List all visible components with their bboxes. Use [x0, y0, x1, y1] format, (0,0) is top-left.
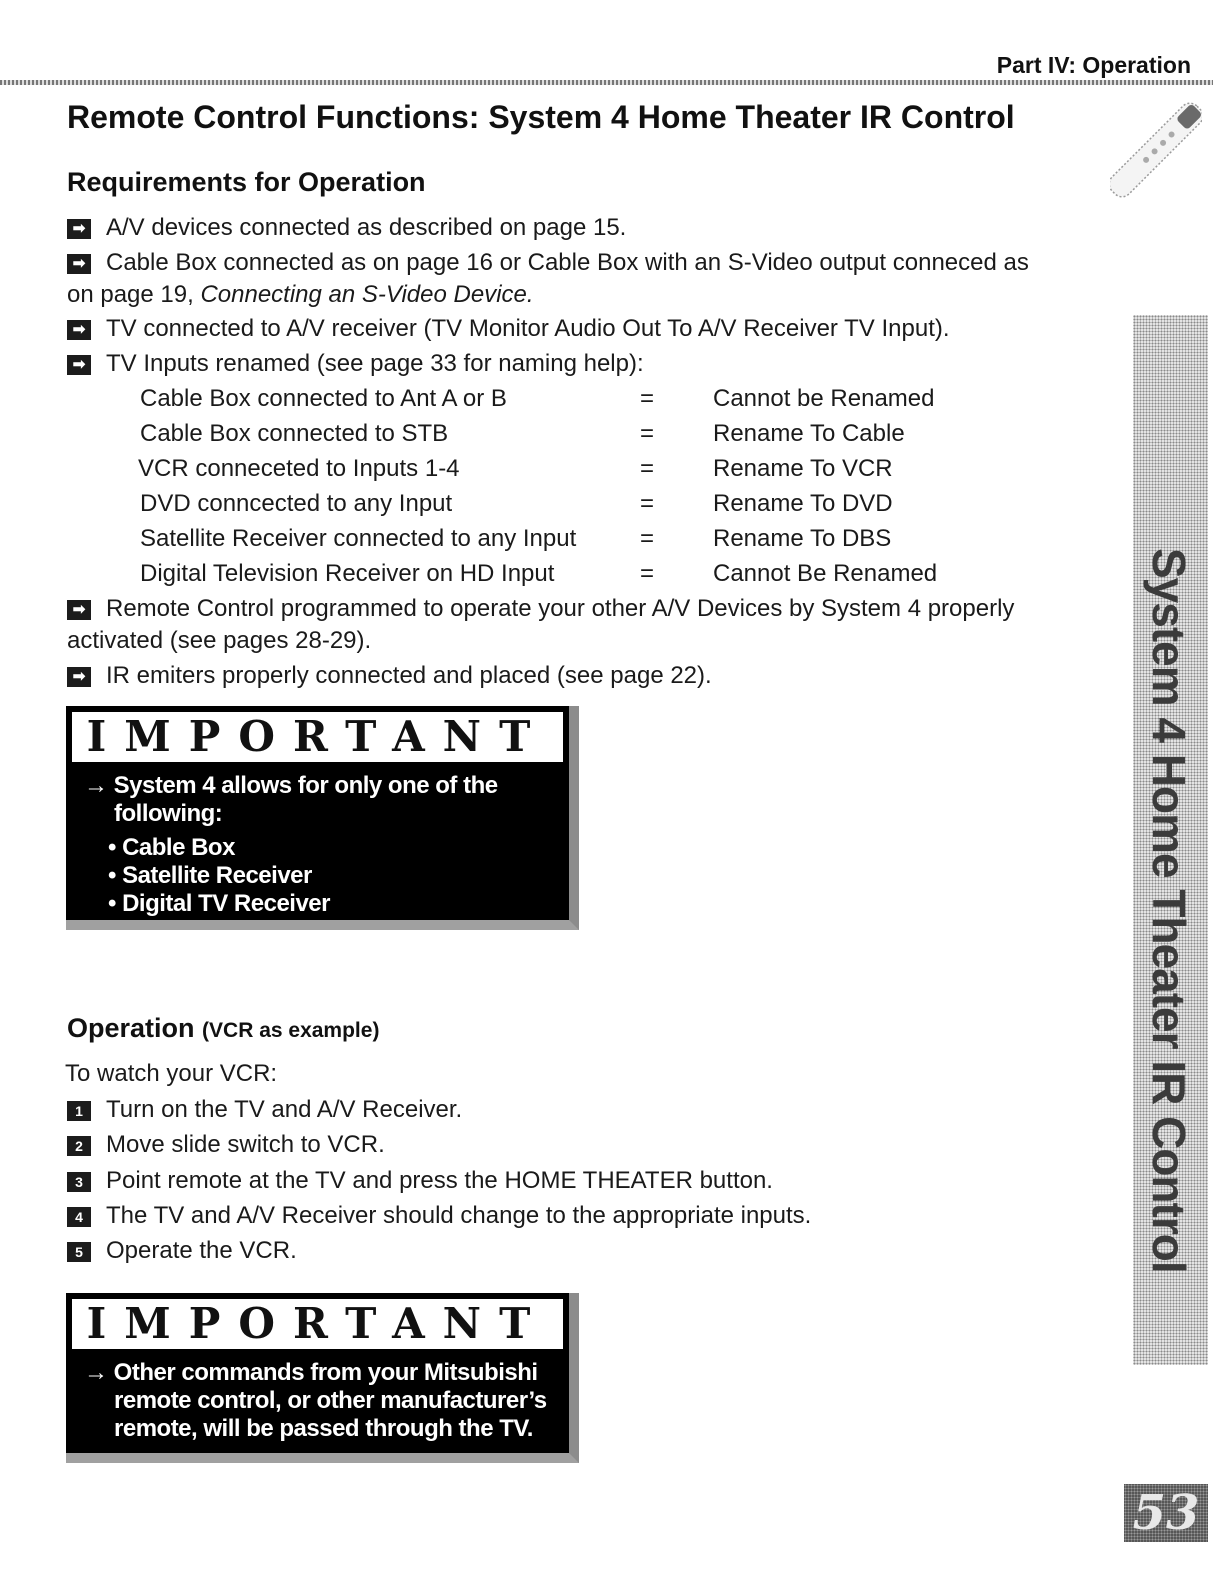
requirement-2-line1: Cable Box connected as on page 16 or Cable Box with an S-Video output conneced as — [106, 249, 1029, 276]
rename-equals: = — [640, 560, 655, 587]
operation-heading — [67, 1013, 379, 1044]
step-number-3-icon: 3 — [67, 1172, 91, 1192]
arrow-bullet-icon: ➡ — [67, 355, 91, 375]
important-title: IMPORTANT — [69, 1296, 566, 1352]
requirement-3: TV connected to A/V receiver (TV Monitor Audio Out To A/V Receiver TV Input). — [106, 315, 950, 342]
step-number-4-icon: 4 — [67, 1207, 91, 1227]
important-2-line2: remote control, or other manufacturer’s — [114, 1387, 547, 1414]
rename-equals: = — [640, 385, 655, 412]
arrow-bullet-icon: ➡ — [67, 667, 91, 687]
important-1-text — [66, 768, 569, 928]
requirement-5-line1: Remote Control programmed to operate your other A/V Devices by System 4 properly — [106, 595, 1015, 622]
step-number-1-icon: 1 — [67, 1101, 91, 1121]
important-box-2 — [66, 1293, 579, 1463]
rename-action: Rename To Cable — [713, 420, 905, 447]
requirement-2-italic: Connecting an S-Video Device. — [200, 281, 534, 308]
important-2-line1 — [84, 1359, 549, 1387]
requirements-heading: Requirements for Operation — [67, 167, 426, 197]
page-title: Remote Control Functions: System 4 Home Theater IR Control — [67, 99, 1015, 135]
important-1-item: • Digital TV Receiver — [108, 890, 330, 917]
rename-device: Cable Box connected to Ant A or B — [140, 385, 507, 412]
step-4: The TV and A/V Receiver should change to the appropriate inputs. — [106, 1202, 812, 1229]
header-rule — [0, 80, 1213, 85]
rename-action: Cannot be Renamed — [713, 385, 935, 412]
operation-intro: To watch your VCR: — [65, 1060, 278, 1087]
important-2-text — [66, 1355, 569, 1453]
requirement-2-line2 — [67, 279, 534, 311]
rename-device: Satellite Receiver connected to any Input — [140, 525, 577, 552]
rename-device: VCR conneceted to Inputs 1-4 — [138, 455, 460, 482]
requirement-1: A/V devices connected as described on page 15. — [106, 214, 627, 241]
requirement-2-prefix: on page 19, — [67, 281, 201, 308]
step-3: Point remote at the TV and press the HOME THEATER button. — [106, 1167, 773, 1194]
part-header: Part IV: Operation — [996, 52, 1191, 78]
operation-heading-note: (VCR as example) — [202, 1019, 380, 1042]
important-box-1 — [66, 706, 579, 930]
step-number-2-icon: 2 — [67, 1136, 91, 1156]
side-tab-label: System 4 Home Theater IR Control — [1143, 548, 1195, 1273]
important-2-line3: remote, will be passed through the TV. — [114, 1415, 533, 1442]
requirement-6: IR emiters properly connected and placed (see page 22). — [106, 662, 712, 689]
important-1-item: • Cable Box — [108, 834, 235, 861]
important-1-line1 — [84, 772, 549, 800]
rename-action: Cannot Be Renamed — [713, 560, 938, 587]
rename-equals: = — [640, 420, 655, 447]
rename-action: Rename To VCR — [713, 455, 893, 482]
rename-equals: = — [640, 455, 655, 482]
important-1-line1-text: System 4 allows for only one of the — [113, 772, 498, 799]
arrow-bullet-icon: ➡ — [67, 600, 91, 620]
rename-action: Rename To DBS — [713, 525, 892, 552]
important-2-line1-text: Other commands from your Mitsubishi — [113, 1359, 538, 1386]
page-number: 53 — [1124, 1484, 1208, 1542]
rename-action: Rename To DVD — [713, 490, 893, 517]
step-2: Move slide switch to VCR. — [106, 1131, 385, 1158]
remote-control-icon — [1110, 98, 1202, 202]
rename-device: DVD conncected to any Input — [140, 490, 453, 517]
rename-equals: = — [640, 490, 655, 517]
requirement-4: TV Inputs renamed (see page 33 for naming help): — [106, 350, 644, 377]
important-1-item: • Satellite Receiver — [108, 862, 312, 889]
arrow-right-icon: → — [84, 772, 108, 799]
step-number-5-icon: 5 — [67, 1242, 91, 1262]
operation-heading-text: Operation — [67, 1013, 195, 1043]
arrow-bullet-icon: ➡ — [67, 320, 91, 340]
rename-equals: = — [640, 525, 655, 552]
requirement-5-line2: activated (see pages 28-29). — [67, 627, 372, 654]
step-1: Turn on the TV and A/V Receiver. — [106, 1096, 463, 1123]
rename-device: Cable Box connected to STB — [140, 420, 449, 447]
rename-device: Digital Television Receiver on HD Input — [140, 560, 555, 587]
arrow-bullet-icon: ➡ — [67, 254, 91, 274]
arrow-bullet-icon: ➡ — [67, 219, 91, 239]
step-5: Operate the VCR. — [106, 1237, 297, 1264]
important-title: IMPORTANT — [69, 709, 566, 765]
important-1-line2: following: — [114, 800, 223, 827]
arrow-right-icon: → — [84, 1359, 108, 1386]
